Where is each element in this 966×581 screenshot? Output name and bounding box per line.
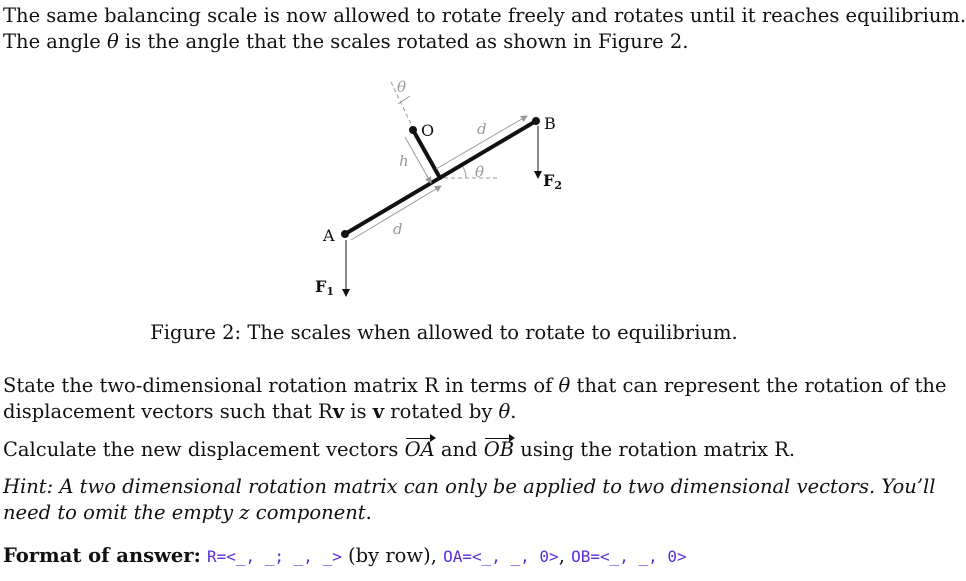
end-point-b (532, 117, 540, 125)
intro-text-a: The angle (3, 30, 107, 53)
theta-symbol: θ (106, 30, 119, 53)
intro-line-2 (3, 29, 688, 55)
d-label-top: d (477, 120, 487, 138)
vector-v: v (332, 400, 345, 423)
vector-v: v (372, 400, 385, 423)
answer-code-oa: OA=<_, _, 0> (443, 547, 559, 566)
question-1-line-1: State the two-dimensional rotation matrix R in terms of θ that can represent the rotation of the (3, 374, 947, 397)
question-1-line-2: displacement vectors such that Rv is v rotated by θ. (3, 400, 517, 423)
theta-mid-arc (463, 167, 466, 178)
intro-line-1: The same balancing scale is now allowed to rotate freely and rotates until it reaches equilibrium. (3, 4, 966, 27)
label-a: A (323, 226, 335, 245)
h-label: h (399, 152, 409, 170)
force-f1-label: F1 (315, 277, 335, 298)
theta-mid-label: θ (475, 163, 485, 181)
end-point-a (341, 230, 349, 238)
intro-text-b: is the angle that the scales rotated as shown in Figure 2. (118, 30, 689, 53)
label-o: O (421, 121, 435, 140)
answer-format-label: Format of answer: (3, 544, 201, 567)
theta-top-arc (398, 96, 410, 104)
hint-line-1: Hint: A two dimensional rotation matrix can only be applied to two dimensional vectors. You’ll (3, 475, 936, 498)
h-dimension (405, 137, 431, 183)
force-f2-label: F2 (543, 171, 563, 192)
answer-format: Format of answer: R=<_, _; _, _> (by row), OA=<_, _, 0>, OB=<_, _, 0> (3, 544, 687, 567)
question-2: Calculate the new displacement vectors OA and OB using the rotation matrix R. (3, 438, 796, 461)
theta-symbol: θ (558, 374, 571, 397)
label-b: B (544, 114, 556, 133)
hint-line-2: need to omit the empty z component. (3, 501, 372, 524)
d-label-bottom: d (393, 220, 403, 238)
figure-caption: Figure 2: The scales when allowed to rotate to equilibrium. (150, 321, 738, 344)
theta-symbol: θ (498, 400, 511, 423)
answer-code-ob: OB=<_, _, 0> (571, 547, 687, 566)
vector-ob: OB (483, 438, 515, 461)
pivot-point-o (409, 126, 417, 134)
vector-oa: OA (404, 438, 435, 461)
theta-top-label: θ (397, 78, 407, 96)
answer-code-r: R=<_, _; _, _> (206, 547, 342, 566)
